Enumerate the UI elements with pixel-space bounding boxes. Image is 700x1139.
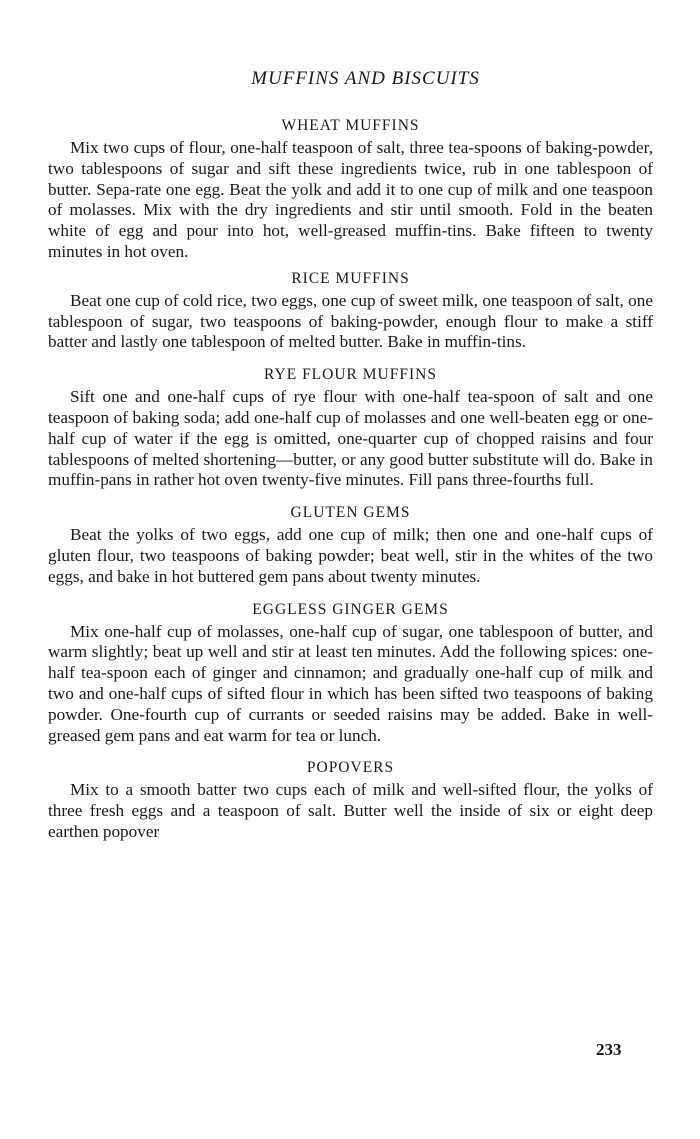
recipe-text-popovers: Mix to a smooth batter two cups each of milk and well-sifted flour, the yolks of three fresh eggs and a teaspoon of salt. Butter well the inside of six or eight deep earthen popover bbox=[48, 780, 653, 841]
recipe-text-gluten-gems: Beat the yolks of two eggs, add one cup of milk; then one and one-half cups of gluten flour, two teaspoons of baking powder; beat well, stir in the whites of the two eggs, and bake in hot buttered gem pans about twenty minutes. bbox=[48, 525, 653, 586]
recipe-title-wheat-muffins: WHEAT MUFFINS bbox=[281, 117, 420, 134]
recipe-title-rice-muffins: RICE MUFFINS bbox=[291, 269, 410, 287]
recipe-title-eggless-ginger-gems: EGGLESS GINGER GEMS bbox=[252, 600, 449, 618]
recipe-title-popovers: POPOVERS bbox=[306, 759, 395, 777]
page-number: 233 bbox=[596, 1040, 622, 1059]
recipe-title-gluten-gems: GLUTEN GEMS bbox=[290, 504, 411, 522]
book-page bbox=[48, 68, 653, 849]
recipe-text-rye-flour-muffins: Sift one and one-half cups of rye flour with one-half tea-spoon of salt and one teaspoon of baking soda; add one-half cup of molasses and one well-beaten egg or one-half cup of water if the egg is omitted, one-quarter cup of chopped raisins and four tablespoons of melted shortening—butter, or any good butter substitute will do. Bake in muffin-pans in rather hot oven twenty-five minutes. Fill pans three-fourths full. bbox=[48, 387, 653, 490]
recipe-text-rice-muffins: Beat one cup of cold rice, two eggs, one cup of sweet milk, one teaspoon of salt, one tablespoon of sugar, two teaspoons of baking-powder, enough flour to make a stiff batter and lastly one tablespoon of melted butter. Bake in muffin-tins. bbox=[48, 290, 653, 352]
running-title: MUFFINS AND BISCUITS bbox=[251, 68, 480, 89]
recipe-text-eggless-ginger-gems: Mix one-half cup of molasses, one-half cup of sugar, one tablespoon of butter, and warm slightly; beat up well and stir at least ten minutes. Add the following spices: one-half tea-spoon each of ginger and cinnamon; and gradually one-half cup of milk and two and one-half cups of sifted flour in which has been sifted two teaspoons of baking powder. One-fourth cup of currants or seeded raisins may be added. Bake in well-greased gem pans and eat warm for tea or lunch. bbox=[48, 621, 653, 745]
recipe-text-wheat-muffins: Mix two cups of flour, one-half teaspoon of salt, three tea-spoons of baking-powder, two tablespoons of sugar and sift these ingredients twice, rub in one tablespoon of butter. Sepa-rate one egg. Beat the yolk and add it to one cup of milk and one teaspoon of molasses. Mix with the dry ingredients and stir until smooth. Fold in the beaten white of egg and pour into hot, well-greased muffin-tins. Bake fifteen to twenty minutes in hot oven. bbox=[48, 138, 653, 261]
recipe-title-rye-flour-muffins: RYE FLOUR MUFFINS bbox=[264, 366, 437, 384]
